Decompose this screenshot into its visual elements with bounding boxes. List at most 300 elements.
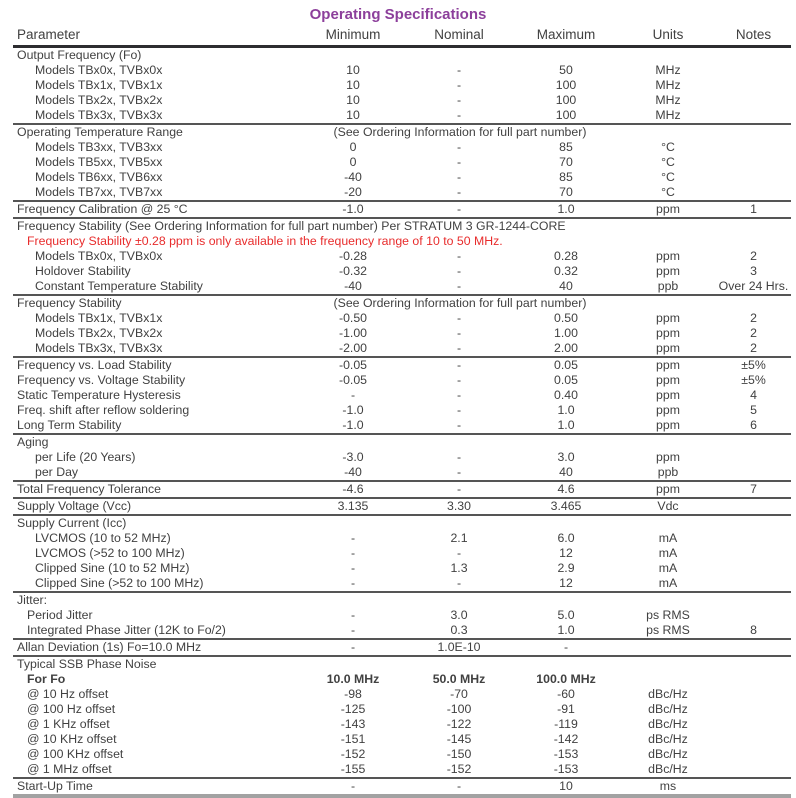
units-value: ppm [656,249,680,263]
max-value: 2.9 [557,561,575,575]
nom-value: 50.0 MHz [432,672,486,686]
max-value: 100.0 MHz [536,672,596,686]
max-value: -153 [553,747,579,761]
table-row [13,140,791,155]
min-value: 10 [300,108,406,124]
min-value: -1.00 [338,326,368,340]
notes-value [716,295,791,311]
units-value: ppm [620,341,716,357]
notes-value [716,63,791,78]
nom-value: - [406,279,512,295]
table-row [13,108,791,124]
min-value: - [350,561,356,575]
notes-value [716,185,791,201]
notes-value [716,561,791,576]
param-label: Models TBx3x, TVBx3x [13,108,300,124]
max-value: 100 [555,78,577,92]
param-label: Models TB3xx, TVB3xx [35,140,163,154]
nom-value: - [456,373,462,387]
col-header-minimum: Minimum [300,25,406,47]
units-value: dBc/Hz [648,717,688,731]
table-body [13,47,791,797]
param-label: Freq. shift after reflow soldering [17,403,190,417]
units-value: dBc/Hz [648,747,688,761]
max-value: 70 [512,185,620,201]
units-value: MHz [655,93,681,107]
table-row [13,498,791,515]
min-value: 3.135 [300,498,406,515]
param-label: Models TBx2x, TVBx2x [35,326,163,340]
max-value: -153 [512,762,620,778]
min-value: -20 [300,185,406,201]
nom-value: - [456,170,462,184]
min-value: -40 [344,170,362,184]
max-value: 5.0 [557,608,575,622]
table-row [13,481,791,498]
nom-value: - [406,341,512,357]
min-value: -98 [344,687,362,701]
max-value: -60 [557,687,575,701]
min-value: -151 [340,732,366,746]
max-value: 40 [512,465,620,481]
notes-value [716,465,791,481]
table-row [13,465,791,481]
table-row [13,450,791,465]
max-value: 85 [559,140,573,154]
table-row [13,201,791,218]
table-row [13,234,791,249]
notes-value: 8 [716,623,791,639]
table-row [13,732,791,747]
max-value: - [512,639,620,656]
max-value: 1.0 [512,201,620,218]
units-value: dBc/Hz [648,702,688,716]
min-value: -0.32 [338,264,368,278]
table-row [13,185,791,201]
notes-value [716,124,791,140]
min-value: -1.0 [300,418,406,434]
col-header-units: Units [620,25,716,47]
min-value: -1.0 [300,201,406,218]
nom-value: - [456,140,462,154]
max-value: 50 [559,63,573,77]
param-label: Models TB7xx, TVB7xx [13,185,300,201]
units-value: mA [658,561,678,575]
min-value: - [300,639,406,656]
min-value: -3.0 [342,450,364,464]
nom-value: -122 [446,717,472,731]
table-row [13,63,791,78]
table-row [13,78,791,93]
units-value: MHz [655,63,681,77]
col-header-maximum: Maximum [512,25,620,47]
nom-value: - [456,450,462,464]
param-label: Models TBx1x, TVBx1x [35,78,163,92]
units-value [620,295,716,311]
nom-value: -150 [446,747,472,761]
units-value: ppm [656,358,680,372]
nom-value: - [456,78,462,92]
param-label: LVCMOS (>52 to 100 MHz) [35,546,185,560]
units-value: ppb [620,279,716,295]
nom-value: -145 [446,732,472,746]
max-value: -119 [554,717,578,731]
max-value: 1.0 [512,418,620,434]
notes-value [716,155,791,170]
notes-value: 2 [750,326,757,340]
nom-value: - [456,311,462,325]
table-row [13,373,791,388]
notes-value: 1 [716,201,791,218]
table-row [13,639,791,656]
section-title: Supply Current (Icc) [17,516,127,530]
min-value: -4.6 [300,481,406,498]
min-value: 0 [349,155,357,169]
nom-value: - [406,201,512,218]
table-row [13,717,791,732]
param-label: Constant Temperature Stability [13,279,300,295]
param-label: Models TBx0x, TVBx0x [35,249,163,263]
max-value: 0.32 [554,264,578,278]
min-value: - [350,779,356,793]
spanning-note: (See Ordering Information for full part number) [333,296,587,310]
notes-value [716,672,791,687]
nom-value: - [406,481,512,498]
units-value: ppm [656,388,680,402]
table-row [13,264,791,279]
nom-value: - [406,108,512,124]
units-value [620,639,716,656]
nom-value: - [456,155,462,169]
nom-value: - [456,388,462,402]
max-value: 0.28 [554,249,578,263]
min-value: - [300,623,406,639]
nom-value: - [456,358,462,372]
max-value: 0.05 [554,358,578,372]
notes-value: ±5% [741,358,766,372]
param-label: per Day [13,465,300,481]
units-value: ppm [620,418,716,434]
max-value: 1.00 [554,326,578,340]
operating-specifications-table [13,25,791,798]
table-row [13,608,791,623]
max-value: 10 [559,779,573,793]
min-value: -152 [340,747,366,761]
units-value: ps RMS [646,608,690,622]
min-value: -125 [340,702,366,716]
nom-value: - [456,546,462,560]
units-value: ps RMS [620,623,716,639]
table-row [13,762,791,778]
units-value: ppm [656,326,680,340]
table-row [13,747,791,762]
param-label: Clipped Sine (>52 to 100 MHz) [13,576,300,592]
param-label: Integrated Phase Jitter (12K to Fo/2) [13,623,300,639]
max-value: 4.6 [512,481,620,498]
param-label: LVCMOS (10 to 52 MHz) [35,531,171,545]
units-value: ppm [656,373,680,387]
table-row [13,249,791,264]
nom-value: 0.3 [406,623,512,639]
table-row [13,124,791,140]
table-row [13,218,791,234]
notes-value [716,108,791,124]
section-title: Aging [17,435,49,449]
max-value: 0.50 [554,311,578,325]
param-label: Models TB5xx, TVB5xx [35,155,163,169]
min-value: -155 [300,762,406,778]
min-value: 10 [346,78,360,92]
units-value: ppb [620,465,716,481]
table-row [13,295,791,311]
units-value: dBc/Hz [648,687,688,701]
spanning-note: (See Ordering Information for full part number) [333,125,587,139]
notes-value [716,170,791,185]
min-value: -0.50 [338,311,368,325]
max-value: 6.0 [557,531,575,545]
max-value: 12 [559,546,573,560]
param-label: Period Jitter [27,608,93,622]
param-label: Models TBx3x, TVBx3x [13,341,300,357]
nom-value: - [456,249,462,263]
notes-value [716,93,791,108]
units-value [620,672,716,687]
max-value: 3.0 [557,450,575,464]
notes-value [716,546,791,561]
min-value: - [350,531,356,545]
table-row [13,592,791,608]
max-value: 0.05 [554,373,578,387]
units-value: °C [661,140,675,154]
section-title: Output Frequency (Fo) [17,48,142,62]
notes-value [716,576,791,592]
units-value: mA [658,531,678,545]
section-note: Frequency Stability (See Ordering Information for full part number) Per STRATUM 3 GR-1244-CORE [17,219,566,233]
nom-value: - [406,418,512,434]
nom-value: -100 [446,702,472,716]
max-value: -142 [553,732,579,746]
notes-value: 2 [750,311,757,325]
table-row [13,623,791,639]
param-label: @ 1 KHz offset [27,717,110,731]
units-value: °C [620,185,716,201]
col-header-notes: Notes [716,25,791,47]
table-row [13,388,791,403]
param-label: Models TBx1x, TVBx1x [35,311,163,325]
notes-value: 7 [716,481,791,498]
table-row [13,279,791,295]
param-label: @ 1 MHz offset [13,762,300,778]
table-row [13,357,791,373]
min-value: 0 [349,140,357,154]
notes-value: Over 24 Hrs. [716,279,791,295]
table-row [13,434,791,450]
max-value: 70 [559,155,573,169]
table-row [13,672,791,687]
nom-value: 1.3 [450,561,468,575]
table-row [13,687,791,702]
param-label: Total Frequency Tolerance [13,481,300,498]
min-value: -40 [300,465,406,481]
param-label: Models TB6xx, TVB6xx [35,170,163,184]
units-value: °C [661,170,675,184]
units-value: Vdc [620,498,716,515]
table-row [13,561,791,576]
max-value: 0.40 [554,388,578,402]
table-row [13,403,791,418]
table-row [13,531,791,546]
param-label: Frequency vs. Voltage Stability [17,373,186,387]
units-value: MHz [620,108,716,124]
param-label: Operating Temperature Range [17,125,183,139]
param-label: Long Term Stability [13,418,300,434]
max-value: 3.465 [512,498,620,515]
param-label: Models TBx2x, TVBx2x [35,93,163,107]
notes-value [716,140,791,155]
units-value [620,124,716,140]
param-label: Supply Voltage (Vcc) [13,498,300,515]
nom-value: 1.0E-10 [406,639,512,656]
table-row [13,546,791,561]
table-row [13,311,791,326]
min-value: 10.0 MHz [326,672,380,686]
units-value: ppm [656,450,680,464]
nom-value: - [456,403,462,417]
notes-value [716,498,791,515]
nom-value: - [456,326,462,340]
nom-value: 2.1 [450,531,468,545]
notes-value: 4 [750,388,757,402]
param-label: Frequency Stability [17,296,122,310]
min-value: 10 [346,63,360,77]
header-row [13,25,791,47]
units-value: mA [620,576,716,592]
notes-value: 2 [750,249,757,263]
table-row [13,155,791,170]
min-value: -0.28 [338,249,368,263]
param-label: per Life (20 Years) [35,450,136,464]
section-title: Jitter: [17,593,48,607]
min-value: -143 [340,717,366,731]
min-value: -0.05 [338,358,368,372]
max-value: 12 [512,576,620,592]
max-value: 85 [559,170,573,184]
col-header-nominal: Nominal [406,25,512,47]
nom-value: 3.30 [406,498,512,515]
units-value: dBc/Hz [620,762,716,778]
nom-value: - [406,185,512,201]
notes-value [716,762,791,778]
notes-value [716,778,791,796]
units-value: °C [661,155,675,169]
min-value: -2.00 [300,341,406,357]
nom-value: - [456,779,462,793]
units-value: mA [658,546,678,560]
notes-value: 3 [750,264,757,278]
param-label: @ 100 Hz offset [27,702,116,716]
param-label: Static Temperature Hysteresis [17,388,181,402]
units-value: dBc/Hz [648,732,688,746]
table-row [13,702,791,717]
table-row [13,656,791,672]
min-value: -0.05 [338,373,368,387]
table-row [13,47,791,64]
notes-value [716,639,791,656]
section-title: Typical SSB Phase Noise [17,657,157,671]
notes-value [716,78,791,93]
param-label: @ 10 KHz offset [27,732,117,746]
notes-value [716,732,791,747]
max-value: 100 [512,108,620,124]
notes-value [716,702,791,717]
max-value: 1.0 [512,623,620,639]
nom-value: - [456,93,462,107]
units-value: ppm [620,201,716,218]
table-row [13,326,791,341]
param-label: @ 10 Hz offset [27,687,109,701]
table-row [13,418,791,434]
units-value: ms [659,779,677,793]
table-row [13,576,791,592]
nom-value: - [456,264,462,278]
param-label: Clipped Sine (10 to 52 MHz) [35,561,190,575]
page-title: Operating Specifications [309,6,487,23]
min-value: 10 [346,93,360,107]
param-label: Models TBx0x, TVBx0x [35,63,163,77]
notes-value [716,717,791,732]
nom-value: -70 [450,687,468,701]
param-label: For Fo [27,672,66,686]
notes-value: 2 [716,341,791,357]
nom-value: 3.0 [450,608,468,622]
param-label: Holdover Stability [35,264,131,278]
max-value: 40 [512,279,620,295]
red-warning-note: Frequency Stability ±0.28 ppm is only available in the frequency range of 10 to 50 MHz. [27,234,503,248]
min-value: - [350,608,356,622]
param-label: @ 100 KHz offset [27,747,124,761]
units-value: ppm [656,311,680,325]
min-value: - [300,576,406,592]
notes-value [716,687,791,702]
table-row [13,341,791,357]
col-header-parameter: Parameter [13,25,300,47]
max-value: 1.0 [557,403,575,417]
notes-value [716,747,791,762]
param-label: Frequency Calibration @ 25 °C [13,201,300,218]
max-value: 100 [555,93,577,107]
param-label: Start-Up Time [17,779,93,793]
max-value: 2.00 [512,341,620,357]
units-value: ppm [656,264,680,278]
notes-value: 5 [750,403,757,417]
nom-value: - [406,465,512,481]
param-label: Frequency vs. Load Stability [17,358,172,372]
notes-value: 6 [716,418,791,434]
nom-value: - [406,576,512,592]
notes-value [716,450,791,465]
notes-value: ±5% [741,373,766,387]
units-value: ppm [620,481,716,498]
notes-value [716,608,791,623]
notes-value [716,531,791,546]
units-value: MHz [655,78,681,92]
param-label: Allan Deviation (1s) Fo=10.0 MHz [13,639,300,656]
min-value: - [350,546,356,560]
nom-value: - [456,63,462,77]
min-value: - [350,388,356,402]
table-row [13,515,791,531]
table-row [13,93,791,108]
